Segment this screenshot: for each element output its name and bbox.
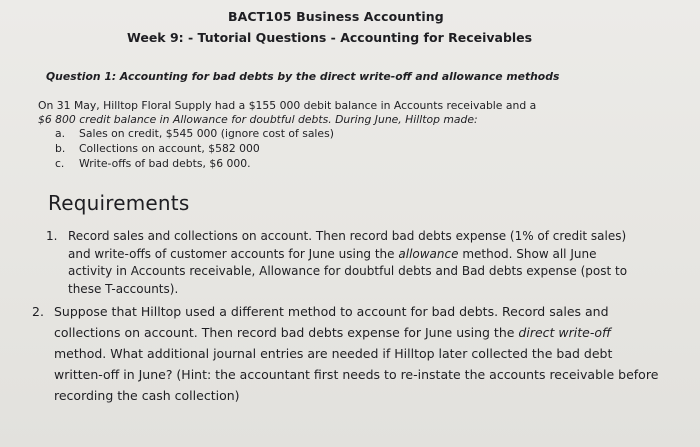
requirement-item-1 xyxy=(46,228,646,298)
question-intro xyxy=(38,99,668,127)
question-intro-line-2: $6 800 credit balance in Allowance for doubtful debts. During June, Hilltop made: xyxy=(38,113,478,126)
list-item-text: Sales on credit, $545 000 (ignore cost of sales) xyxy=(79,127,334,140)
question-items-list xyxy=(55,126,334,171)
question-heading: Question 1: Accounting for bad debts by the direct write-off and allowance methods xyxy=(46,70,560,83)
question-intro-line-1: On 31 May, Hilltop Floral Supply had a $155 000 debit balance in Accounts receivable and a xyxy=(38,99,537,112)
list-item xyxy=(55,141,334,156)
requirement-text-italic: direct write-off xyxy=(518,325,612,340)
requirement-text-part-b: method. Show all June activity in Accounts receivable, Allowance for doubtful debts and Bad debts expense (post to these T-accounts). xyxy=(68,246,628,296)
course-title: BACT105 Business Accounting xyxy=(228,9,444,24)
requirement-text-italic: allowance xyxy=(398,246,459,261)
list-item xyxy=(55,156,334,171)
list-item-text: Write-offs of bad debts, $6 000. xyxy=(79,157,251,170)
list-marker: b. xyxy=(55,142,66,155)
requirement-text xyxy=(54,301,659,406)
requirement-text xyxy=(68,228,643,298)
requirement-number: 1. xyxy=(46,229,58,243)
week-title: Week 9: - Tutorial Questions - Accounting for Receivables xyxy=(127,30,533,45)
requirement-text-part-a: Suppose that Hilltop used a different method to account for bad debts. Record sales and collections on account. Then record bad debts expense for June using the xyxy=(54,304,609,340)
requirement-text-part-a: Record sales and collections on account. Then record bad debts expense (1% of credit sales) and write-offs of customer accounts for June using the xyxy=(68,229,627,261)
list-marker: c. xyxy=(55,157,65,170)
list-marker: a. xyxy=(55,127,66,140)
list-item-text: Collections on account, $582 000 xyxy=(79,142,260,155)
requirement-number: 2. xyxy=(32,304,44,319)
list-item xyxy=(55,126,334,141)
requirement-item-2 xyxy=(32,301,662,406)
requirement-text-part-b: method. What additional journal entries are needed if Hilltop later collected the bad debt written-off in June? (Hint: the accountant first needs to re-instate the accounts receivable before recording the cash collection) xyxy=(54,346,659,403)
requirements-heading: Requirements xyxy=(48,191,190,215)
